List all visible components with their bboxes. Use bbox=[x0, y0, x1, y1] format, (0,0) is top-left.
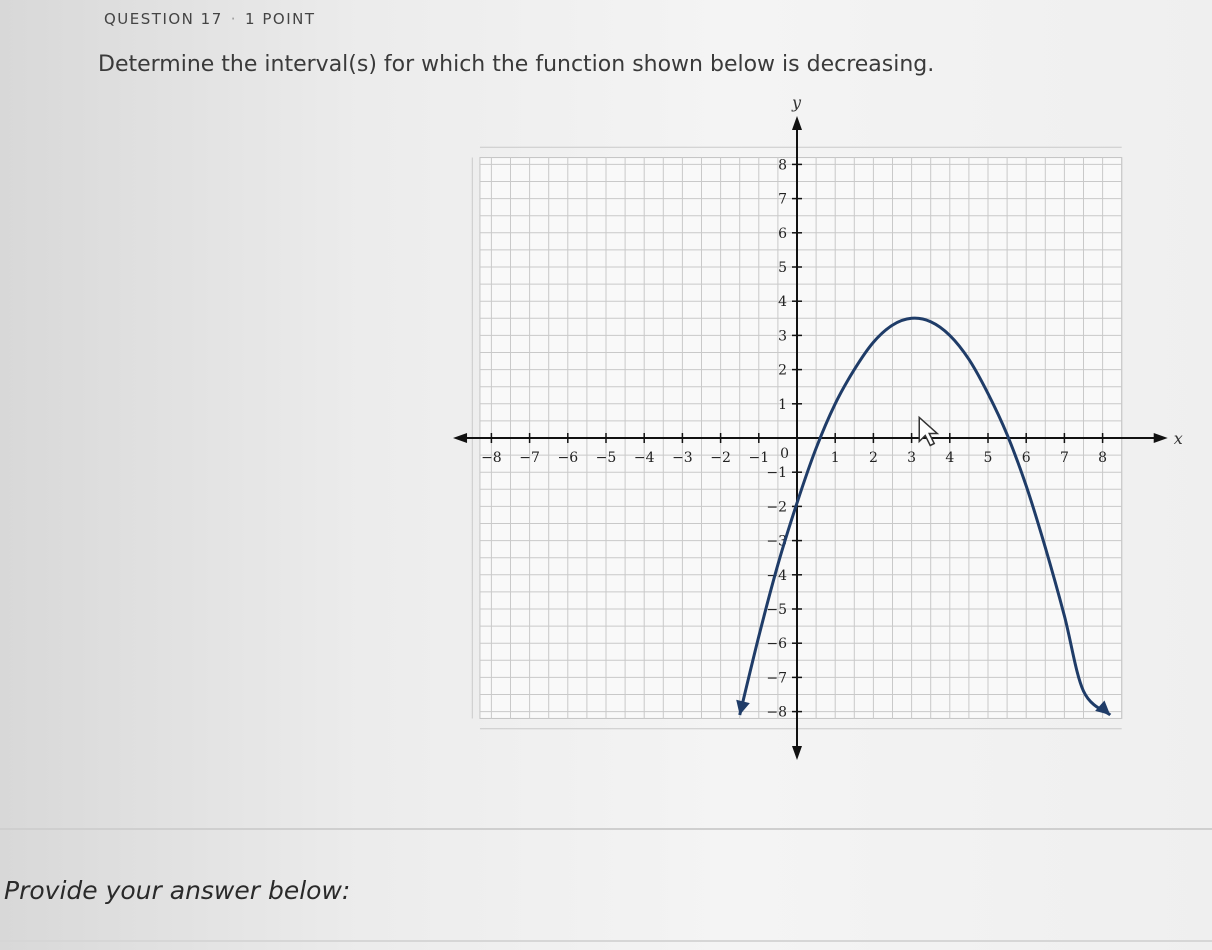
x-tick-label: −3 bbox=[672, 450, 693, 466]
x-tick-label: −8 bbox=[481, 450, 502, 466]
x-axis-arrow-left bbox=[453, 433, 467, 443]
y-tick-label: −3 bbox=[766, 533, 787, 550]
question-points: 1 POINT bbox=[245, 10, 316, 28]
function-graph bbox=[450, 92, 1183, 800]
y-tick-label: 2 bbox=[778, 362, 787, 379]
header-separator: · bbox=[230, 10, 238, 28]
y-tick-label: 1 bbox=[778, 396, 787, 413]
x-axis-arrow-right bbox=[1154, 433, 1168, 443]
x-tick-label: −7 bbox=[519, 450, 540, 466]
answer-divider bbox=[0, 940, 1212, 942]
x-tick-label: 7 bbox=[1059, 450, 1069, 466]
y-tick-label: −7 bbox=[766, 670, 787, 687]
x-tick-label: 5 bbox=[983, 450, 993, 466]
y-tick-label: 4 bbox=[778, 294, 787, 311]
x-tick-label: 3 bbox=[907, 450, 917, 466]
x-axis-label: x bbox=[1173, 429, 1183, 448]
x-tick-label: 2 bbox=[868, 450, 878, 466]
y-tick-label: −2 bbox=[766, 499, 787, 516]
y-tick-label: −5 bbox=[766, 602, 787, 618]
y-tick-label: 6 bbox=[778, 225, 787, 242]
origin-label: 0 bbox=[780, 446, 789, 462]
y-axis-arrow-up bbox=[792, 116, 802, 130]
y-tick-label: 5 bbox=[778, 260, 787, 276]
answer-prompt: Provide your answer below: bbox=[4, 876, 351, 905]
y-tick-label: 3 bbox=[778, 328, 787, 345]
y-tick-label: −6 bbox=[766, 636, 787, 653]
x-tick-label: −1 bbox=[748, 450, 770, 466]
x-tick-label: −6 bbox=[557, 450, 579, 466]
x-tick-label: 6 bbox=[1021, 450, 1031, 466]
y-tick-label: −4 bbox=[766, 567, 787, 584]
graph-svg bbox=[450, 92, 1183, 800]
y-tick-label: 8 bbox=[778, 157, 787, 174]
x-tick-label: −4 bbox=[633, 450, 655, 466]
question-number: QUESTION 17 bbox=[104, 10, 223, 28]
y-tick-label: −1 bbox=[766, 465, 787, 482]
y-tick-label: −8 bbox=[766, 704, 787, 721]
y-axis-arrow-down bbox=[792, 746, 802, 760]
question-prompt: Determine the interval(s) for which the function shown below is decreasing. bbox=[98, 52, 935, 77]
x-tick-label: −2 bbox=[710, 450, 731, 466]
y-tick-label: 7 bbox=[778, 191, 787, 208]
x-tick-label: 1 bbox=[830, 450, 840, 466]
section-divider bbox=[0, 828, 1212, 830]
x-tick-label: 4 bbox=[945, 450, 955, 466]
x-tick-label: −5 bbox=[595, 450, 617, 466]
y-axis-label: y bbox=[792, 92, 802, 112]
x-tick-label: 8 bbox=[1098, 450, 1108, 466]
question-header bbox=[104, 10, 316, 28]
